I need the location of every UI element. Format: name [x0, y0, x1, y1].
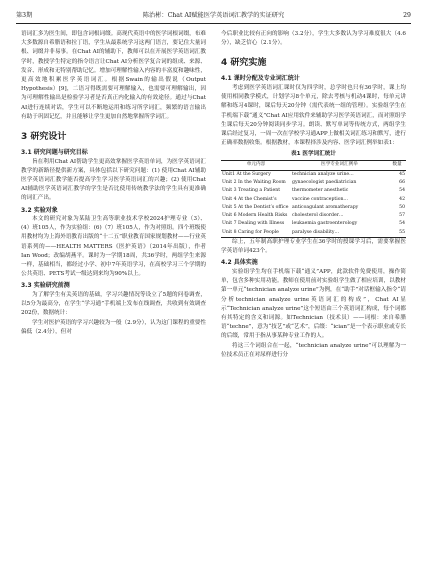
subsection-heading: 3.1 研究问题与研究目标	[21, 149, 88, 157]
table-cell: 50	[399, 204, 405, 210]
table-caption: 表1 医学词汇统计	[291, 151, 336, 158]
issue-number: 第3期	[16, 12, 33, 19]
table-cell: 55	[399, 229, 405, 235]
paragraph: 为了解学生有关英语的基础，学习兴趣情况等设立了5题的问卷调查，以5分为最高分，在学生“学习通”手机端上发布在线调查，共收到有效调查202份，数据统计：	[21, 291, 206, 317]
table-row	[221, 187, 406, 195]
paragraph: 实验组学生均在手机端下载“通义”APP，此款软件免费使用，操作简单，包含多种实用功能。教师在使用前对实验组学生做了相应培训，以教材第一单元“technician analyze urine”为例，在“助手”对话框输入指令“请分析technician analyze urine英语词汇的构成”，Chat AI显示“Technician analyze urine”这个短语由三个英语词汇构成，每个词都有其特定的含义和词源。如Technician（技术员）——词根：来自希腊语“techne”，意为“技艺”或“艺术”，后缀：“ician”是一个表示职业或专长的后缀，常用于指从事某种专业工作的人。	[221, 268, 406, 340]
table-cell: vaccine contraception…	[292, 196, 349, 202]
table-cell: 54	[399, 221, 405, 227]
paragraph: 将这三个词组合在一起，“technician analyze urine”可以理解为一位技术员正在对尿样进行分	[221, 342, 406, 358]
paragraph: 今后职业比较有正向的影响（3.2分），学生大多数认为学习难度很大（4.6分），缺乏信心（2.1分）。	[221, 31, 406, 47]
table-row	[221, 179, 406, 187]
table-row	[221, 170, 406, 179]
right-column	[221, 30, 406, 360]
table-cell: 42	[399, 196, 405, 202]
table-cell: cholesterol disorder…	[292, 213, 344, 219]
table-row	[221, 204, 406, 212]
header-rule	[16, 23, 411, 24]
table-cell: anticoagulant aromatherapy	[292, 204, 359, 210]
table-cell: Unit 8 Caring for People	[222, 229, 279, 235]
table-cell: leukaemia gastroenterology	[292, 221, 358, 227]
table-header-cell: 单元内容	[246, 162, 266, 168]
table-row	[221, 229, 406, 238]
table-cell: gynaecologist paediatrician	[292, 179, 357, 185]
paragraph: 语词汇多为医生间，即包含词根词缀。高现代英语中的医学词根词缀，布难大多数源自希腊语和拉丁语，学生从最系统学习这两门语言，要记住大量词根、词缀并非易事。在Chat AI的辅助下，教师可以在开展医学英语词汇教学时，教授学生特定的指令语言让Chat AI分析医学复合词的组成、来源、发音、形成和无特别帮助记忆。增加可理解性输入内容的丰富度和趣味性，更高效地积累医学英语词汇。根据Swain的输出假说（Output Hypothesis）[9]，二语习得既需要可理解输入，也需要可理解输出，因为可理解性输出是检验学习者是否真正内化输入的有效途径。通过与Chat AI进行连续对话，学生可以不断地运用和练习所学词汇，频繁的语言输出有助于巩固记忆，并且能够让学生更加自然地掌握所学词汇。	[21, 31, 206, 120]
table-row	[221, 220, 406, 228]
table-cell: 45	[399, 171, 405, 177]
table-cell: Unit 5 At the Dentist’s office	[222, 204, 289, 210]
table-cell: 54	[399, 188, 405, 194]
left-column	[21, 30, 206, 337]
vocabulary-table	[221, 160, 406, 238]
table-cell: technician analyze urine…	[292, 171, 354, 177]
table-cell: paralyse disability…	[292, 229, 340, 235]
table-cell: Unit 6 Modern Health Risks	[222, 213, 288, 219]
subsection-heading: 4.2 具体实施	[221, 259, 258, 267]
table-cell: Unit1 At the Surgery	[222, 171, 271, 177]
table-cell: Unit 7 Dealing with Illness	[222, 221, 285, 227]
table-cell: Unit 3 Treating a Patient	[222, 188, 281, 194]
table-cell: 66	[399, 179, 405, 185]
paragraph: 综上，五年制高职护理专业学生在36学时的授课学习后，需要掌握医学英语单词423个。	[221, 239, 406, 255]
subsection-heading: 3.2 实验对象	[21, 206, 58, 214]
table-cell: 57	[399, 213, 405, 219]
running-title: 陈治彬：Chat AI赋能医学英语词汇教学的实证研究	[142, 12, 285, 19]
subsection-heading: 4.1 课时分配及专业词汇统计	[221, 75, 300, 83]
table-cell: Unit 2 In the Waiting Room	[222, 179, 286, 185]
section-heading: 4 研究实施	[221, 58, 267, 69]
subsection-heading: 3.3 实验研究前测	[21, 282, 70, 290]
paragraph: 旨在利用Chat AI帮助学生更高效掌握医学英语单词，为医学英语词汇教学的新路径提供新方案，具体包括以下研究问题：(1) 使用Chat AI辅助医学英语词汇教学能否提高学生学习医学英语词汇的兴趣；(2) 使用Chat AI辅助医学英语词汇教学的学生是否比使用传统教学法的学生具有更准确的词汇产出。	[21, 158, 206, 202]
table-cell: thermometer anesthetic	[292, 188, 349, 194]
section-heading: 3 研究设计	[21, 132, 67, 143]
table-cell: Unit 4 At the Chemist’s	[222, 196, 277, 202]
table-header-cell: 医学专业词汇例举	[321, 162, 358, 168]
paragraph: 本文的研究对象为某陆卫生高等职业技术学校2024护理专业（3）、(4）班105人，作为实验组：(6)（7）班105人，作为对照组。四个班级使用教材均为上海外语教育出版的“十二五”职业教育国家规划教材——行业英语系列的——HEALTH MATTERS《医护英语》（2014年出版），作者Ian Wood；改编胡燕平。课时为一学期18周，共36学时，两组学生来源一样，基础相当，都经过小学、初中7年英语学习，在高校学习三个学期的公共英语、PETS考试一级达到来均为90%以上。	[21, 216, 206, 278]
table-row	[221, 212, 406, 220]
table-row	[221, 196, 406, 204]
page-number: 29	[403, 12, 411, 19]
paragraph: 考虑到医学英语词汇课时仅为四学时，总学时也只有36学时，课上均使用相同教学模式，计划学习8个单元，除去考核与机动4课时，每单元讲解和练习4课时，课后每天20分钟（需代表统一组的管理）。实验组学生在手机端下载“通义”Chat AI应用软件来辅助学习医学英语词汇，而对照组学生课后每天20分钟阅读同步学习。朗读、默写单词等传统方式，两组学生课后经过复习，一周一次在学校学习通APP上做相关词汇练习和默写，进行正确率数据收集。根据教材，本课程择涉及内容、医学词汇例举如表1：	[221, 84, 406, 147]
running-header	[16, 9, 411, 22]
table-header-row	[221, 161, 406, 170]
paragraph: 学生对医护英语的学习兴趣较为一般（2.9分），认为这门课程的重要性偏低（2.4分），但对	[21, 319, 206, 335]
table-header-cell: 数量	[392, 162, 402, 168]
